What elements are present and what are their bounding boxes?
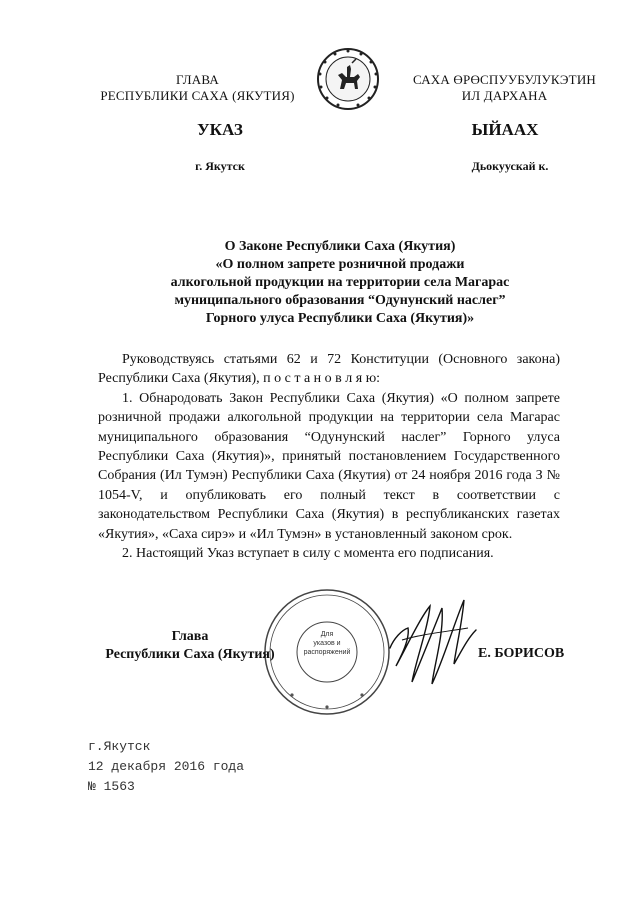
item-2: 2. Настоящий Указ вступает в силу с момента его подписания.: [122, 546, 494, 562]
signer-title-line2: Республики Саха (Якутия): [105, 647, 275, 662]
header-right: [392, 72, 617, 104]
footer-city: г.Якутск: [88, 739, 151, 754]
item-1: 1. Обнародовать Закон Республики Саха (Якутия) «О полном запрете розничной продажи алкогольной продукции на территории села Магарас муниципального образования “Одунунский наслег” Горного улуса Республики Саха (Якутия)», принятый постановлением Государственного Собрания (Ил Тумэн) Республики Саха (Якутия) от 24 ноября 2016 года З № 1054-V, и опубликовать его полный текст в соответствии с законодательством Республики Саха (Якутия) в республиканских газетах «Якутия», «Саха сирэ» и «Ил Тумэн» в установленный законом срок.: [98, 390, 560, 542]
header-right-line1: САХА ӨРӨСПУУБУЛУКЭТИН: [412, 72, 596, 87]
stamp-center-line1: Для: [320, 631, 334, 638]
header-left-line2: РЕСПУБЛИКИ САХА (ЯКУТИЯ): [100, 88, 295, 103]
title-line2: «О полном запрете розничной продажи: [215, 257, 465, 272]
city-ru: г. Якутск: [195, 159, 245, 173]
city-sakha: Дьокуускай к.: [471, 159, 549, 173]
coat-of-arms-emblem: [316, 47, 380, 111]
title-line3: алкогольной продукции на территории села Магарас: [170, 275, 510, 290]
footer-number: № 1563: [88, 779, 135, 794]
stamp-center-line2: указов и: [313, 640, 341, 647]
stamp-center-text: [297, 630, 357, 657]
stamp-center-line3: распоряжений: [303, 649, 351, 656]
doc-type-sakha: ЫЙААХ: [471, 120, 539, 139]
doc-type-ru: УКАЗ: [197, 120, 243, 139]
footer-block: [88, 737, 244, 797]
title-line4: муниципального образования “Одунунский наслег”: [174, 293, 506, 308]
signer-name: Е. БОРИСОВ: [478, 646, 565, 661]
signer-title-line1: Глава: [171, 629, 209, 644]
title-line5: Горного улуса Республики Саха (Якутия)»: [205, 311, 475, 326]
signer-title: [95, 628, 285, 664]
footer-date: 12 декабря 2016 года: [88, 759, 245, 774]
document-body: [98, 350, 560, 563]
header-left-line1: ГЛАВА: [176, 72, 219, 87]
handwritten-signature: [372, 588, 482, 698]
preamble: Руководствуясь статьями 62 и 72 Конституции (Основного закона) Республики Саха (Якутия), п о с т а н о в л я ю:: [98, 352, 560, 387]
document-title: [130, 238, 550, 328]
header-left: [90, 72, 305, 104]
header-right-line2: ИЛ ДАРХАНА: [461, 88, 548, 103]
title-line1: О Законе Республики Саха (Якутия): [224, 239, 456, 254]
